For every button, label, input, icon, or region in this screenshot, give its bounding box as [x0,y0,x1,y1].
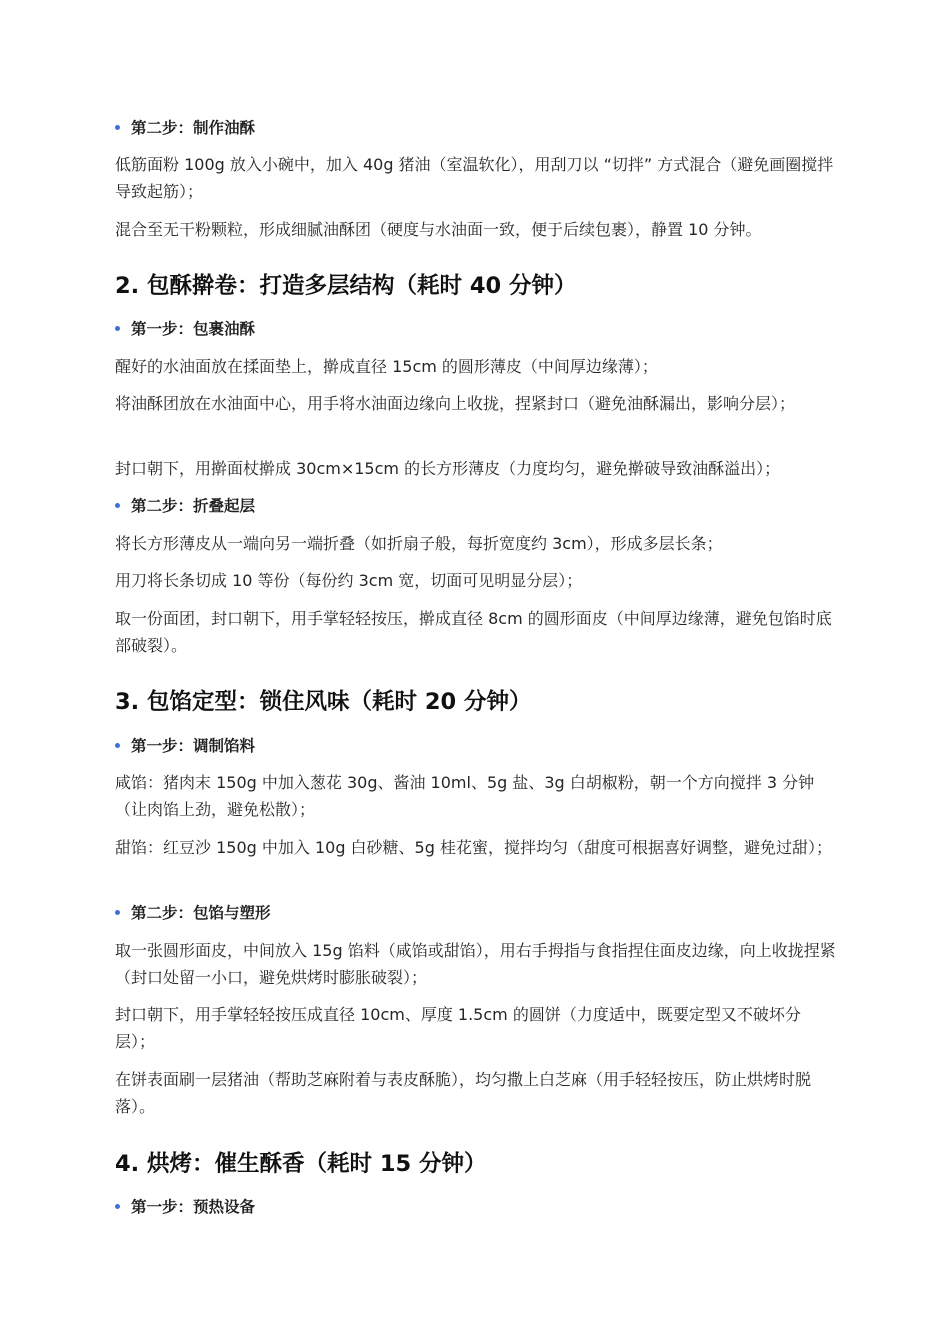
bullet-icon [115,125,120,130]
paragraph: 低筋面粉 100g 放入小碗中，加入 40g 猪油（室温软化），用刮刀以 “切拌” 方式混合（避免画圈搅拌导致起筋）； [115,155,834,201]
paragraph: 混合至无干粉颗粒，形成细腻油酥团（硬度与水油面一致，便于后续包裹），静置 10 分钟。 [115,220,762,239]
paragraph: 在饼表面刷一层猪油（帮助芝麻附着与表皮酥脆），均匀撒上白芝麻（用手轻轻按压，防止烘烤时脱落）。 [115,1070,812,1116]
paragraph: 用刀将长条切成 10 等份（每份约 3cm 宽，切面可见明显分层）； [115,571,583,590]
paragraph: 取一张圆形面皮，中间放入 15g 馅料（咸馅或甜馅），用右手拇指与食指捏住面皮边缘，向上收拢捏紧（封口处留一小口，避免烘烤时膨胀破裂）； [115,941,836,987]
paragraph: 醒好的水油面放在揉面垫上，擀成直径 15cm 的圆形薄皮（中间厚边缘薄）； [115,357,658,376]
bullet-icon [115,743,120,748]
step-heading: 第二步：折叠起层 [115,495,840,517]
step-heading: 第二步：制作油酥 [115,117,840,139]
paragraph: 取一份面团，封口朝下，用手掌轻轻按压，擀成直径 8cm 的圆形面皮（中间厚边缘薄，避免包馅时底部破裂）。 [115,609,832,655]
bullet-icon [115,1204,120,1209]
paragraph: 咸馅：猪肉末 150g 中加入葱花 30g、酱油 10ml、5g 盐、3g 白胡椒粉，朝一个方向搅拌 3 分钟（让肉馅上劲，避免松散）； [115,773,815,819]
step-heading: 第二步：包馅与塑形 [115,902,840,924]
paragraph: 甜馅：红豆沙 150g 中加入 10g 白砂糖、5g 桂花蜜，搅拌均匀（甜度可根据喜好调整，避免过甜）； [115,838,832,857]
bullet-icon [115,503,120,508]
section-heading: 2. 包酥擀卷：打造多层结构（耗时 40 分钟） [115,273,577,299]
step-heading: 第一步：包裹油酥 [115,318,840,340]
step-heading: 第一步：调制馅料 [115,735,840,757]
section-heading: 3. 包馅定型：锁住风味（耗时 20 分钟） [115,689,532,715]
paragraph: 封口朝下，用擀面杖擀成 30cm×15cm 的长方形薄皮（力度均匀，避免擀破导致油酥溢出）； [115,459,781,478]
section-heading: 4. 烘烤：催生酥香（耗时 15 分钟） [115,1151,487,1177]
bullet-icon [115,326,120,331]
paragraph: 将油酥团放在水油面中心，用手将水油面边缘向上收拢，捏紧封口（避免油酥漏出，影响分层）； [115,394,796,413]
paragraph: 封口朝下，用手掌轻轻按压成直径 10cm、厚度 1.5cm 的圆饼（力度适中，既要定型又不破坏分层）； [115,1005,801,1051]
step-heading: 第一步：预热设备 [115,1196,840,1218]
paragraph: 将长方形薄皮从一端向另一端折叠（如折扇子般，每折宽度约 3cm），形成多层长条； [115,534,723,553]
bullet-icon [115,910,120,915]
